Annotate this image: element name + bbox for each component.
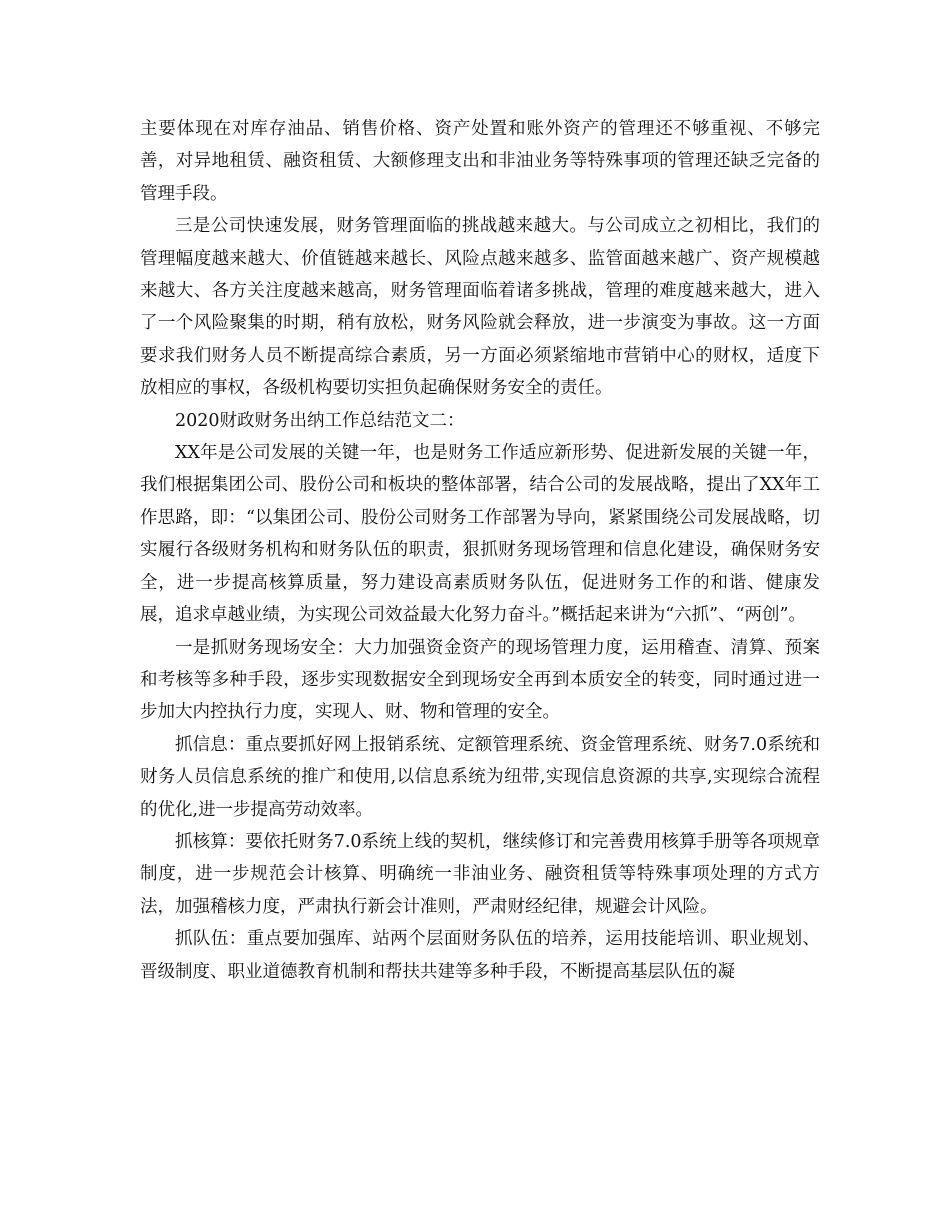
section-heading: 2020财政财务出纳工作总结范文二： <box>175 410 465 431</box>
paragraph-team: 抓队伍：重点要加强库、站两个层面财务队伍的培养，运用技能培训、职业规划、晋级制度、职业道德教育机制和帮扶共建等多种手段，不断提高基层队伍的凝 <box>140 929 820 982</box>
paragraph-site-safety: 一是抓财务现场安全：大力加强资金资产的现场管理力度，运用稽查、清算、预案和考核等多种手段，逐步实现数据安全到现场安全再到本质安全的转变，同时通过进一步加大内控执行力度，实现人、财、物和管理的安全。 <box>140 637 820 723</box>
paragraph-work-plan: XX年是公司发展的关键一年，也是财务工作适应新形势、促进新发展的关键一年，我们根据集团公司、股份公司和板块的整体部署，结合公司的发展战略，提出了XX年工作思路，即：“以集团公司、股份公司财务工作部署为导向，紧紧围绕公司发展战略，切实履行各级财务机构和财务队伍的职责，狠抓财务现场管理和信息化建设，确保财务安全，进一步提高核算质量，努力建设高素质财务队伍，促进财务工作的和谐、健康发展，追求卓越业绩，为实现公司效益最大化努力奋斗。”概括起来讲为“六抓”、“两创”。 <box>140 443 820 626</box>
paragraph-accounting: 抓核算：要依托财务7.0系统上线的契机，继续修订和完善费用核算手册等各项规章制度，进一步规范会计核算、明确统一非油业务、融资租赁等特殊事项处理的方式方法，加强稽核力度，严肃执行新会计准则，严肃财经纪律，规避会计风险。 <box>140 831 820 917</box>
paragraph-continued: 主要体现在对库存油品、销售价格、资产处置和账外资产的管理还不够重视、不够完善，对异地租赁、融资租赁、大额修理支出和非油业务等特殊事项的管理还缺乏完备的管理手段。 <box>140 119 820 204</box>
paragraph-challenges: 三是公司快速发展，财务管理面临的挑战越来越大。与公司成立之初相比，我们的管理幅度越来越大、价值链越来越长、风险点越来越多、监管面越来越广、资产规模越来越大、各方关注度越来越高，财务管理面临着诸多挑战，管理的难度越来越大，进入了一个风险聚集的时期，稍有放松，财务风险就会释放，进一步演变为事故。这一方面要求我们财务人员不断提高综合素质，另一方面必须紧缩地市营销中心的财权，适度下放相应的事权，各级机构要切实担负起确保财务安全的责任。 <box>140 216 820 399</box>
paragraph-information: 抓信息：重点要抓好网上报销系统、定额管理系统、资金管理系统、财务7.0系统和财务人员信息系统的推广和使用,以信息系统为纽带,实现信息资源的共享,实现综合流程的优化,进一步提高劳动效率。 <box>140 734 820 820</box>
document-body <box>140 113 820 988</box>
